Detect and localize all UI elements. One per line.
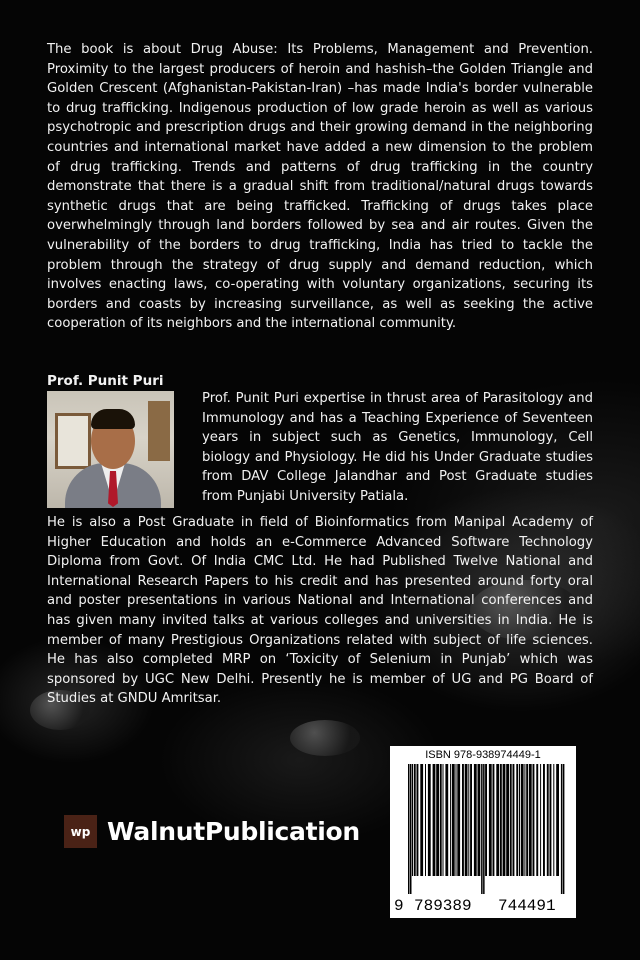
barcode-digits <box>390 893 576 915</box>
isbn-label: ISBN 978-938974449-1 <box>425 749 541 761</box>
publisher-name: WalnutPublication <box>107 817 360 846</box>
publisher-logo-mark: wp <box>64 815 97 848</box>
publisher-logo <box>64 815 360 848</box>
author-bio-details: He is also a Post Graduate in field of Bioinformatics from Manipal Academy of Higher Education and holds an e-Commerce Advanced Software Technology Diploma from Govt. Of India CMC Ltd. He had Published Twelve National and International Research Papers to his credit and has presented around forty oral and poster presentations in various National and International conferences and has given many invited talks at various colleges and universities in India. He is member of many Prestigious Organizations related with subject of life sciences. He has also completed MRP on ‘Toxicity of Selenium in Punjab’ which was sponsored by UGC New Delhi. Presently he is member of UG and PG Board of Studies at GNDU Amritsar. <box>47 515 593 707</box>
isbn-barcode <box>390 746 576 918</box>
barcode-digit-group-2: 789389 <box>414 897 472 915</box>
author-photo <box>47 391 174 508</box>
author-bio-intro: Prof. Punit Puri expertise in thrust area of Parasitology and Immunology and has a Teaching Experience of Seventeen years in subject such as Genetics, Immunology, Cell biology and Physiology. He did his Under Graduate studies from DAV College Jalandhar and Post Graduate studies from Punjabi University Patiala. <box>202 391 593 504</box>
barcode-digit-group-3: 744491 <box>498 897 556 915</box>
book-blurb: The book is about Drug Abuse: Its Problems, Management and Prevention. Proximity to the largest producers of heroin and hashish–the Golden Triangle and Golden Crescent (Afghanistan-Pakistan-Iran) –has made India's border vulnerable to drug trafficking. Indigenous production of low grade heroin as well as various psychotropic and prescription drugs and their growing demand in the neighboring countries and international market have added a new dimension to the problem of drug trafficking. Trends and patterns of drug trafficking in the country demonstrate that there is a gradual shift from traditional/natural drugs towards synthetic drugs that are being trafficked. Trafficking of drugs takes place overwhelmingly through land borders followed by sea and air routes. Given the vulnerability of the borders to drug trafficking, India has tried to tackle the problem through the strategy of drug supply and demand reduction, which involves enacting laws, co-operating with voluntary organizations, securing its borders and coasts by increasing surveillance, as well as seeking the active cooperation of its neighbors and the international community. <box>47 42 593 332</box>
barcode-bars <box>398 764 568 894</box>
barcode-digit-group-1: 9 <box>394 897 404 915</box>
author-name: Prof. Punit Puri <box>47 373 164 389</box>
background-pill-decoration <box>290 720 360 756</box>
